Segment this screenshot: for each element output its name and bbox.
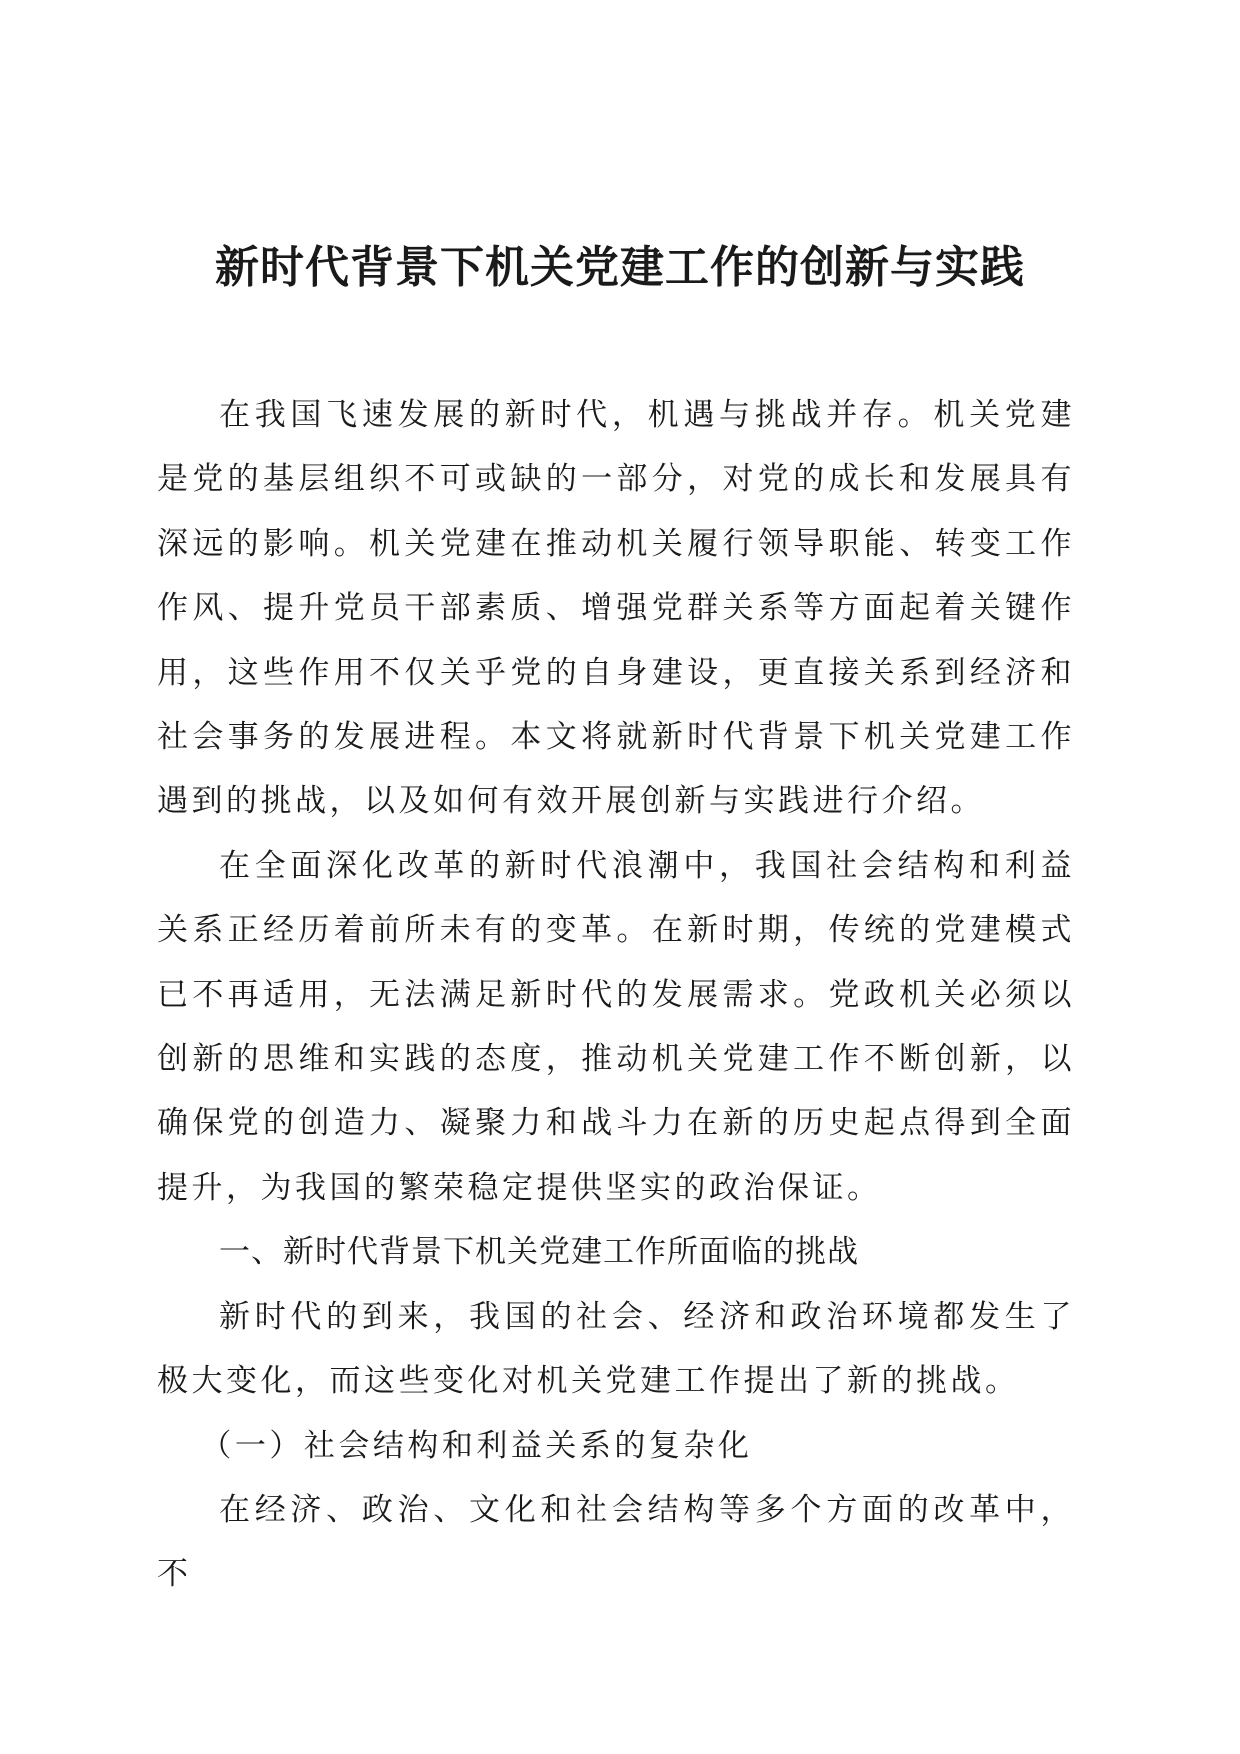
document-body: [157, 383, 1075, 1607]
section-1-heading: 一、新时代背景下机关党建工作所面临的挑战: [219, 1234, 859, 1271]
intro-paragraph-2: 在全面深化改革的新时代浪潮中，我国社会结构和利益关系正经历着前所未有的变革。在新时期，传统的党建模式已不再适用，无法满足新时代的发展需求。党政机关必须以创新的思维和实践的态度，推动机关党建工作不断创新，以确保党的创造力、凝聚力和战斗力在新的历史起点得到全面提升，为我国的繁荣稳定提供坚实的政治保证。: [157, 847, 1075, 1206]
document-title: 新时代背景下机关党建工作的创新与实践: [215, 242, 1025, 293]
section-1-intro-paragraph: 新时代的到来，我国的社会、经济和政治环境都发生了极大变化，而这些变化对机关党建工作提出了新的挑战。: [157, 1298, 1075, 1400]
subsection-1-paragraph: 在经济、政治、文化和社会结构等多个方面的改革中，不: [157, 1491, 1075, 1593]
subsection-1-heading: （一）社会结构和利益关系的复杂化: [200, 1427, 753, 1464]
intro-paragraph-1: 在我国飞速发展的新时代，机遇与挑战并存。机关党建是党的基层组织不可或缺的一部分，对党的成长和发展具有深远的影响。机关党建在推动机关履行领导职能、转变工作作风、提升党员干部素质、增强党群关系等方面起着关键作用，这些作用不仅关乎党的自身建设，更直接关系到经济和社会事务的发展进程。本文将就新时代背景下机关党建工作遇到的挑战，以及如何有效开展创新与实践进行介绍。: [157, 397, 1075, 820]
